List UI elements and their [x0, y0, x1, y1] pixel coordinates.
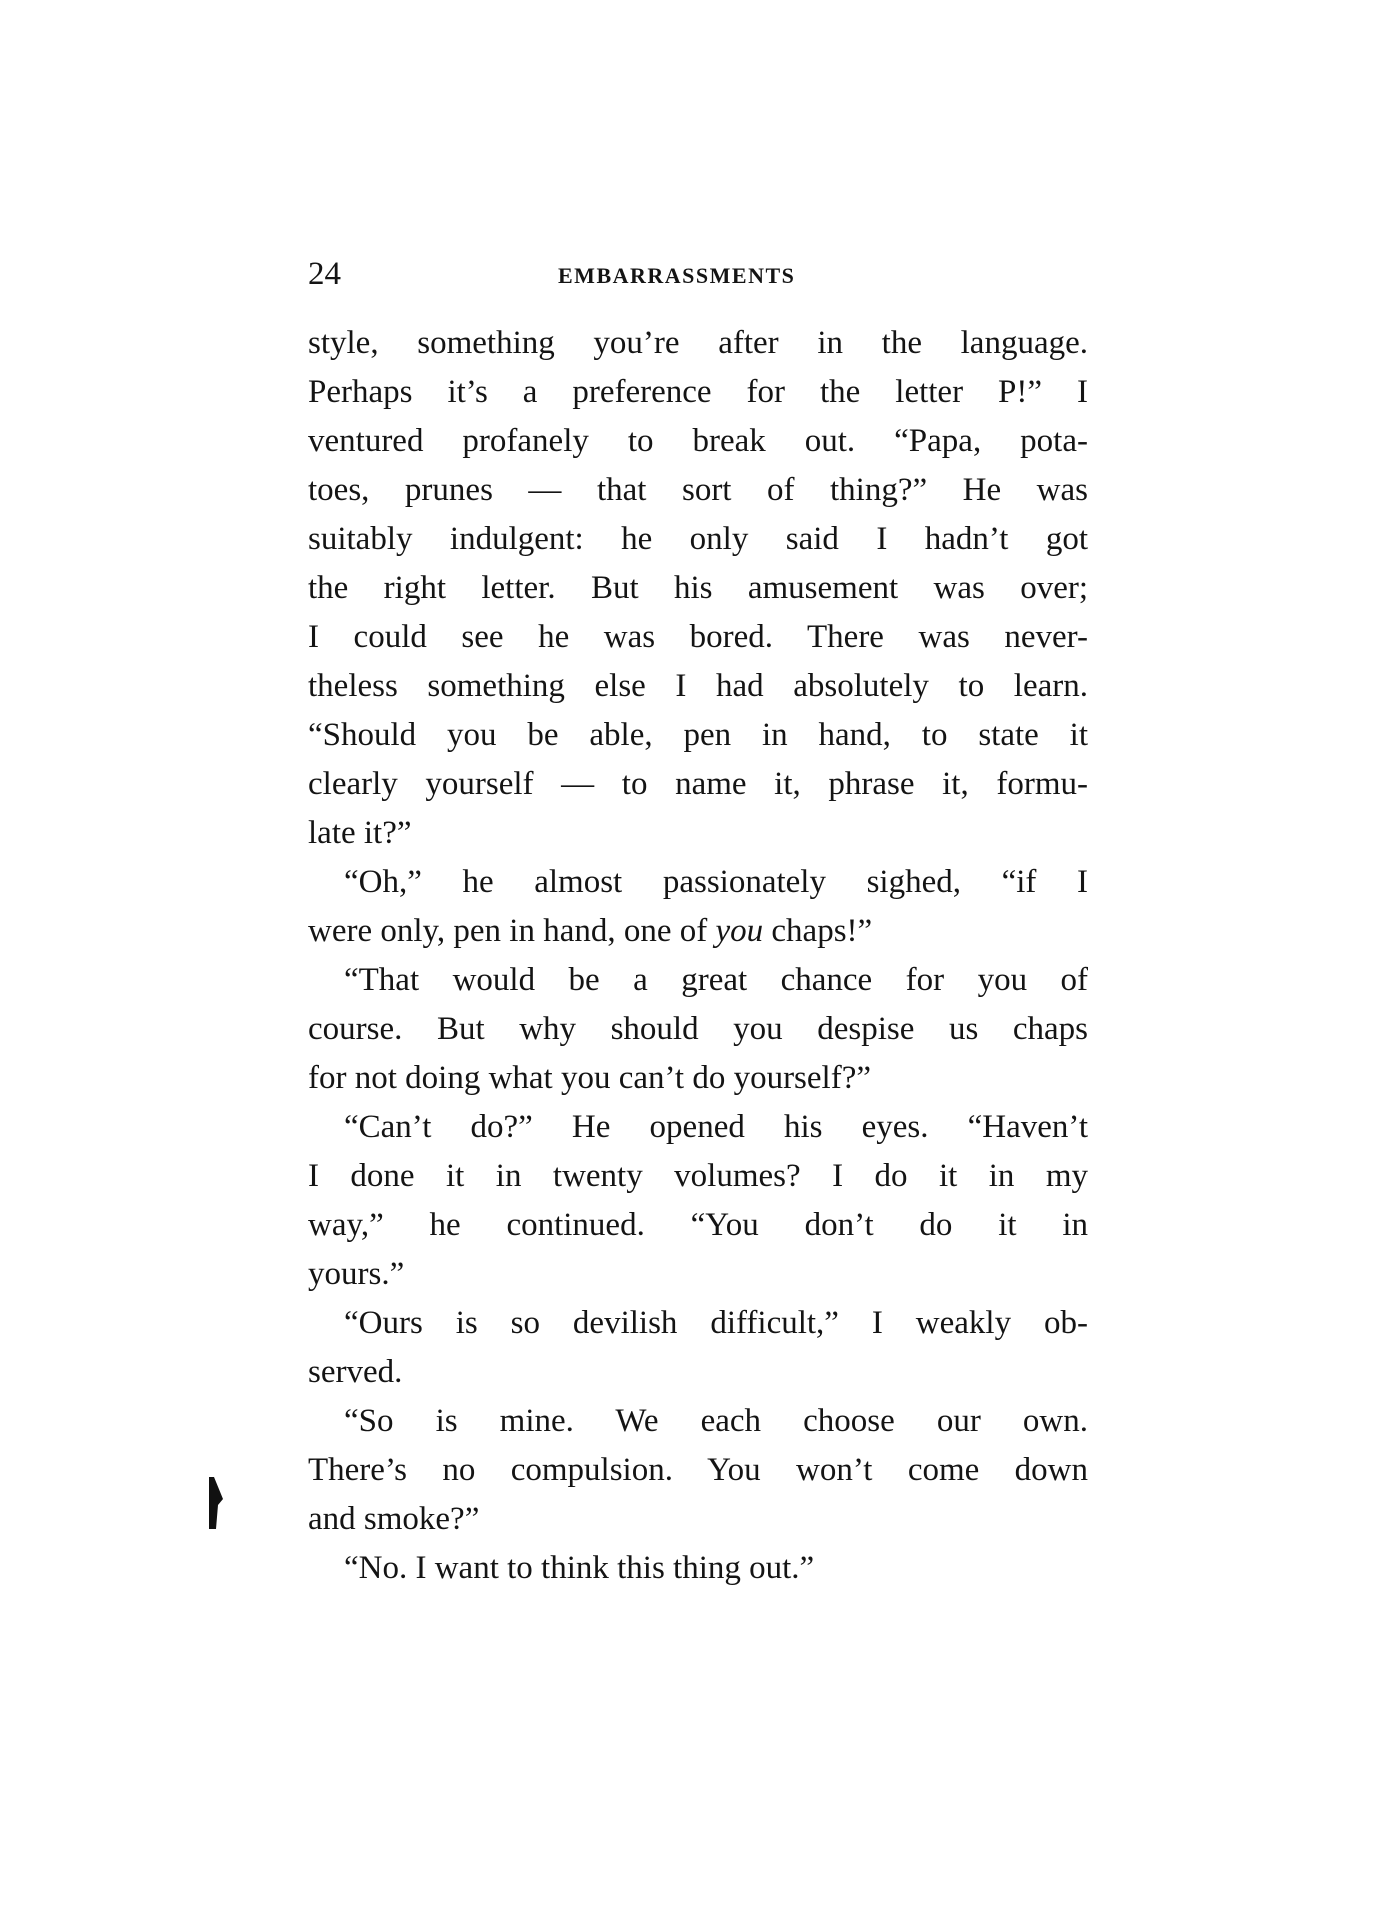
text-line: “So is mine. We each choose our own.	[344, 1403, 1088, 1439]
text-line: theless something else I had absolutely to learn.	[308, 668, 1088, 704]
text-line: late it?”	[308, 815, 412, 851]
text-line: yours.”	[308, 1256, 405, 1292]
text-line: were only, pen in hand, one of you chaps!”	[308, 913, 873, 949]
text-line: course. But why should you despise us chaps	[308, 1011, 1088, 1047]
text-line: way,” he continued. “You don’t do it in	[308, 1207, 1088, 1243]
body-text	[308, 319, 1088, 1593]
text-line: “Ours is so devilish difficult,” I weakly ob-	[344, 1305, 1088, 1341]
page-header	[308, 252, 1088, 296]
text-line: “Oh,” he almost passionately sighed, “if I	[344, 864, 1088, 900]
text-line: style, something you’re after in the language.	[308, 325, 1088, 361]
text-line: There’s no compulsion. You won’t come down	[308, 1452, 1088, 1488]
text-line: for not doing what you can’t do yourself?”	[308, 1060, 871, 1096]
text-line: the right letter. But his amusement was over;	[308, 570, 1088, 606]
page-margin-mark	[206, 1475, 226, 1531]
page-number: 24	[308, 256, 341, 292]
text-line: “Should you be able, pen in hand, to state it	[308, 717, 1088, 753]
text-line: I could see he was bored. There was never-	[308, 619, 1088, 655]
text-line: served.	[308, 1354, 403, 1390]
text-line: toes, prunes — that sort of thing?” He was	[308, 472, 1088, 508]
text-line: Perhaps it’s a preference for the letter P!” I	[308, 374, 1088, 410]
text-line: “No. I want to think this thing out.”	[344, 1550, 815, 1586]
text-line: suitably indulgent: he only said I hadn’t got	[308, 521, 1088, 557]
text-line: clearly yourself — to name it, phrase it, formu-	[308, 766, 1088, 802]
text-line: ventured profanely to break out. “Papa, pota-	[308, 423, 1088, 459]
text-line: “Can’t do?” He opened his eyes. “Haven’t	[344, 1109, 1088, 1145]
text-line: and smoke?”	[308, 1501, 480, 1537]
text-line: I done it in twenty volumes? I do it in my	[308, 1158, 1088, 1194]
running-title: EMBARRASSMENTS	[558, 263, 796, 288]
text-line: “That would be a great chance for you of	[344, 962, 1088, 998]
